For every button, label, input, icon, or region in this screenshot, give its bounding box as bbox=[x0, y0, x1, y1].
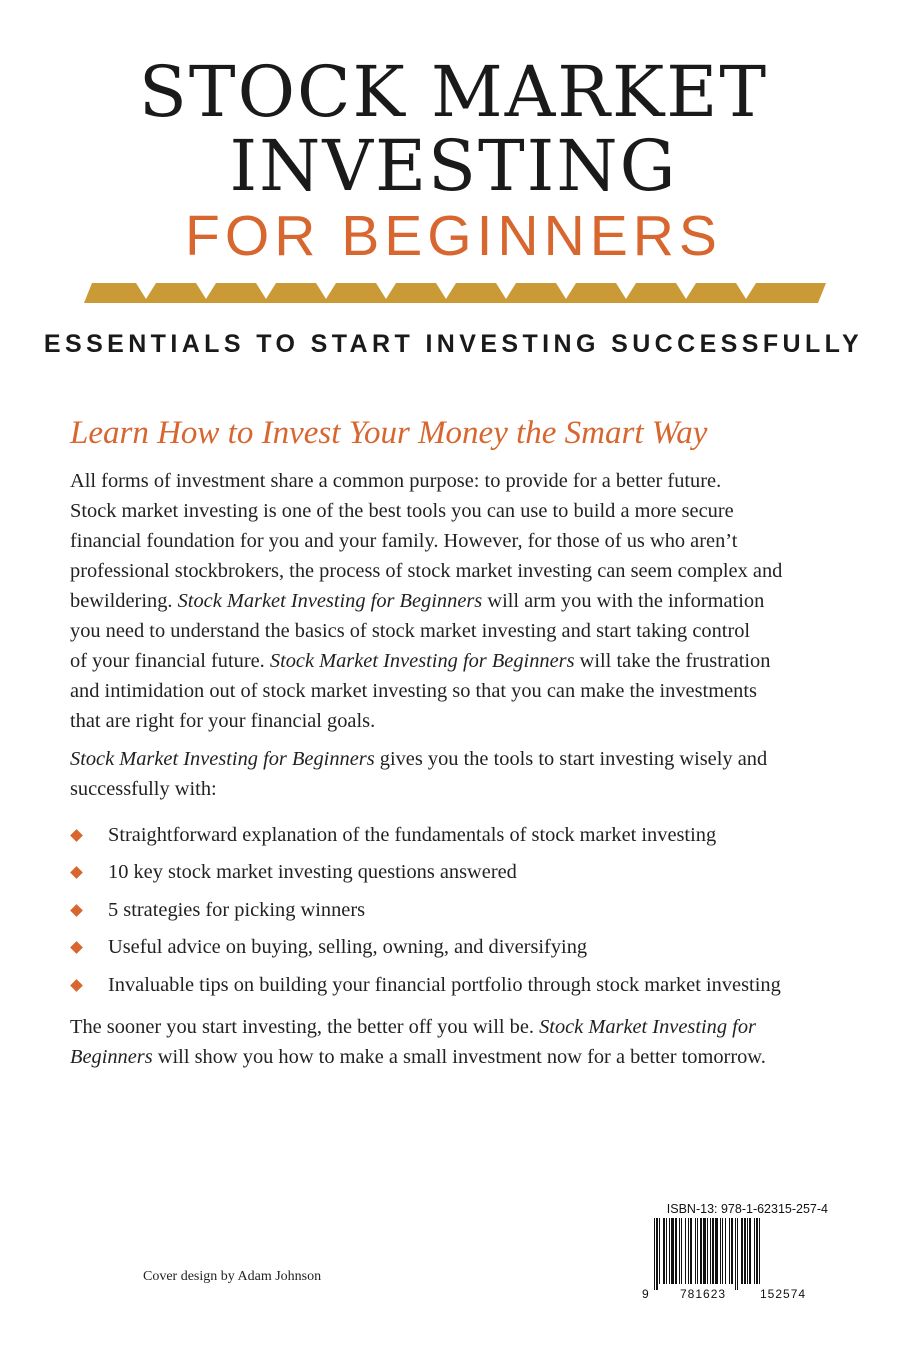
barcode-bar bbox=[715, 1218, 718, 1284]
list-item-text: Invaluable tips on building your financial portfolio through stock market investing bbox=[108, 973, 781, 996]
barcode-bar bbox=[669, 1218, 670, 1284]
barcode-digit-first: 9 bbox=[642, 1287, 649, 1300]
list-item bbox=[70, 932, 860, 969]
paragraph-line bbox=[70, 744, 840, 774]
barcode-bar bbox=[737, 1218, 738, 1290]
barcode-bar bbox=[754, 1218, 755, 1284]
book-title: Stock Market Investing for Beginners bbox=[269, 650, 575, 672]
list-item bbox=[70, 970, 860, 1007]
book-title: Stock Market Investing for Beginners bbox=[177, 590, 483, 612]
barcode-bar bbox=[700, 1218, 702, 1284]
paragraph-line: professional stockbrokers, the process of stock market investing can seem complex and bbox=[70, 560, 783, 582]
subtitle: ESSENTIALS TO START INVESTING SUCCESSFULLY bbox=[43, 330, 864, 358]
text-run: bewildering. bbox=[70, 590, 178, 612]
barcode-bar bbox=[720, 1218, 721, 1284]
paragraph-tools bbox=[70, 744, 840, 804]
book-title: Stock Market Investing for Beginners bbox=[70, 748, 375, 770]
diamond-bullet-icon bbox=[70, 904, 83, 917]
text-run: gives you the tools to start investing wisely and bbox=[374, 748, 768, 770]
cover-design-credit: Cover design by Adam Johnson bbox=[143, 1269, 322, 1284]
barcode-bar bbox=[656, 1218, 658, 1290]
barcode-bar bbox=[725, 1218, 726, 1284]
text-run: of your financial future. bbox=[70, 650, 270, 672]
diamond-bullet-icon bbox=[70, 941, 83, 954]
barcode-bar bbox=[659, 1218, 660, 1284]
barcode-bar bbox=[710, 1218, 711, 1284]
barcode bbox=[640, 1218, 830, 1300]
barcode-bar bbox=[712, 1218, 714, 1284]
list-item bbox=[70, 857, 860, 894]
paragraph-line: and intimidation out of stock market investing so that you can make the investments bbox=[70, 680, 757, 702]
book-title: Beginners bbox=[70, 1046, 153, 1068]
paragraph-line: financial foundation for you and your family. However, for those of us who aren’t bbox=[70, 530, 738, 552]
barcode-bar bbox=[663, 1218, 665, 1284]
barcode-bar bbox=[749, 1218, 751, 1284]
list-item-text: Straightforward explanation of the fundamentals of stock market investing bbox=[108, 824, 717, 846]
paragraph-intro bbox=[70, 466, 840, 736]
barcode-bar bbox=[681, 1218, 682, 1284]
isbn-label: ISBN-13: 978-1-62315-257-4 bbox=[666, 1202, 828, 1216]
book-title: Stock Market Investing for bbox=[539, 1016, 756, 1038]
list-item-text: Useful advice on buying, selling, owning, and diversifying bbox=[108, 936, 588, 959]
list-item bbox=[70, 820, 860, 857]
title-line-1: STOCK MARKET bbox=[138, 51, 769, 133]
paragraph-line: Stock market investing is one of the best tools you can use to build a more secure bbox=[70, 500, 734, 522]
barcode-bar bbox=[759, 1218, 760, 1284]
text-run: will arm you with the information bbox=[482, 590, 765, 612]
paragraph-closing bbox=[70, 1012, 840, 1072]
paragraph-line: you need to understand the basics of stock market investing and start taking control bbox=[70, 620, 751, 642]
barcode-bar bbox=[695, 1218, 696, 1284]
barcode-bar bbox=[685, 1218, 686, 1284]
paragraph-line bbox=[70, 646, 840, 676]
barcode-digits-left: 781623 bbox=[680, 1287, 727, 1300]
diamond-bullet-icon bbox=[70, 829, 83, 842]
decorative-band bbox=[84, 283, 826, 303]
diamond-bullet-icon bbox=[70, 979, 83, 992]
barcode-bar bbox=[675, 1218, 677, 1284]
barcode-bar bbox=[735, 1218, 736, 1290]
list-item-text: 5 strategies for picking winners bbox=[108, 898, 366, 921]
barcode-bar bbox=[741, 1218, 743, 1284]
barcode-bar bbox=[722, 1218, 723, 1284]
barcode-bar bbox=[688, 1218, 689, 1284]
text-run: The sooner you start investing, the better off you will be. bbox=[70, 1016, 540, 1038]
section-heading: Learn How to Invest Your Money the Smart Way bbox=[70, 415, 708, 451]
paragraph-line bbox=[70, 1042, 840, 1072]
barcode-bar bbox=[744, 1218, 746, 1284]
feature-list bbox=[70, 820, 860, 1007]
title-line-2: INVESTING bbox=[229, 125, 678, 207]
paragraph-line: All forms of investment share a common purpose: to provide for a better future. bbox=[70, 470, 722, 492]
paragraph-line: successfully with: bbox=[70, 778, 217, 800]
paragraph-line bbox=[70, 1012, 840, 1042]
barcode-bar bbox=[654, 1218, 655, 1290]
barcode-bar bbox=[707, 1218, 708, 1284]
barcode-digits-right: 152574 bbox=[760, 1287, 807, 1300]
paragraph-line: that are right for your financial goals. bbox=[70, 710, 376, 732]
barcode-bar bbox=[756, 1218, 758, 1284]
barcode-bar bbox=[729, 1218, 730, 1284]
barcode-bar bbox=[747, 1218, 748, 1284]
paragraph-line bbox=[70, 586, 840, 616]
barcode-bar bbox=[690, 1218, 692, 1284]
list-item bbox=[70, 895, 860, 932]
barcode-bar bbox=[671, 1218, 674, 1284]
barcode-bar bbox=[703, 1218, 706, 1284]
barcode-bar bbox=[731, 1218, 733, 1284]
text-run: will show you how to make a small investment now for a better tomorrow. bbox=[152, 1046, 766, 1068]
barcode-bar bbox=[697, 1218, 698, 1284]
diamond-bullet-icon bbox=[70, 867, 83, 880]
text-run: will take the frustration bbox=[574, 650, 771, 672]
barcode-bar bbox=[679, 1218, 680, 1284]
list-item-text: 10 key stock market investing questions answered bbox=[108, 861, 517, 884]
barcode-bar bbox=[666, 1218, 667, 1284]
title-line-3: FOR BEGINNERS bbox=[185, 204, 722, 268]
